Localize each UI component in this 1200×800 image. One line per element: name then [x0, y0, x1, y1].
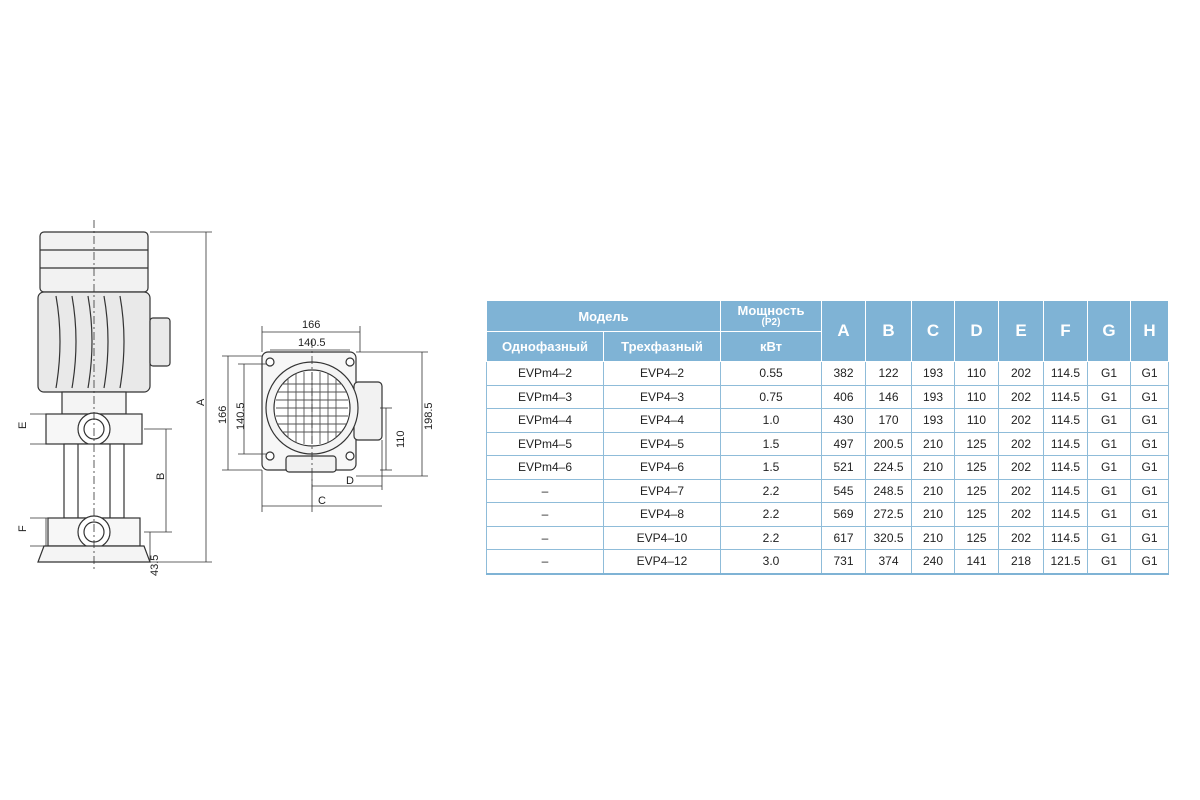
dim-d-cell: 110: [955, 409, 999, 433]
dim-a-cell: 617: [822, 526, 866, 550]
dim-e-cell: 202: [999, 409, 1044, 433]
dim-e-label: E: [17, 421, 29, 429]
dim-c-cell: 210: [912, 526, 955, 550]
dim-a-cell: 521: [822, 456, 866, 480]
three-phase-header: Трехфазный: [604, 332, 721, 362]
dim-e-cell: 202: [999, 456, 1044, 480]
dim-d-cell: 141: [955, 550, 999, 574]
power-kw-cell: 1.5: [721, 456, 822, 480]
dim-f-cell: 114.5: [1044, 432, 1088, 456]
dim-header-g: G: [1088, 301, 1131, 362]
dim-d-cell: 125: [955, 503, 999, 527]
dim-b-label: B: [155, 472, 167, 480]
dim-b-cell: 122: [866, 362, 912, 386]
model-header: Модель: [487, 301, 721, 332]
dim-198-label: 198.5: [423, 402, 435, 430]
dim-d-cell: 125: [955, 432, 999, 456]
dim-g-cell: G1: [1088, 503, 1131, 527]
spec-table-body: [487, 362, 1169, 574]
dim-c-cell: 240: [912, 550, 955, 574]
dim-f-cell: 114.5: [1044, 362, 1088, 386]
dim-g-cell: G1: [1088, 479, 1131, 503]
dim-b-cell: 374: [866, 550, 912, 574]
dim-h-cell: G1: [1131, 432, 1169, 456]
single-phase-model-cell: EVPm4–5: [487, 432, 604, 456]
dim-f-cell: 114.5: [1044, 385, 1088, 409]
dim-166-width-label: 166: [302, 319, 321, 331]
dim-e-cell: 202: [999, 385, 1044, 409]
power-kw-cell: 1.0: [721, 409, 822, 433]
power-header: [721, 301, 822, 332]
single-phase-model-cell: EVPm4–6: [487, 456, 604, 480]
single-phase-model-cell: –: [487, 526, 604, 550]
single-phase-model-cell: –: [487, 479, 604, 503]
three-phase-model-cell: EVP4–5: [604, 432, 721, 456]
dim-g-cell: G1: [1088, 550, 1131, 574]
dim-c-label: C: [318, 495, 326, 507]
dim-header-f: F: [1044, 301, 1088, 362]
table-row: [487, 550, 1169, 574]
dim-d-cell: 125: [955, 456, 999, 480]
dim-b-cell: 170: [866, 409, 912, 433]
single-phase-header: Однофазный: [487, 332, 604, 362]
pump-spec-table: [486, 300, 1169, 575]
table-row: [487, 479, 1169, 503]
dim-header-b: B: [866, 301, 912, 362]
dim-e-cell: 202: [999, 479, 1044, 503]
dim-h-cell: G1: [1131, 526, 1169, 550]
dim-h-cell: G1: [1131, 362, 1169, 386]
dim-header-c: C: [912, 301, 955, 362]
table-row: [487, 362, 1169, 386]
power-kw-cell: 1.5: [721, 432, 822, 456]
dim-h-cell: G1: [1131, 456, 1169, 480]
dim-header-h: H: [1131, 301, 1169, 362]
three-phase-model-cell: EVP4–3: [604, 385, 721, 409]
three-phase-model-cell: EVP4–8: [604, 503, 721, 527]
power-kw-cell: 2.2: [721, 503, 822, 527]
dim-header-e: E: [999, 301, 1044, 362]
dim-h-cell: G1: [1131, 409, 1169, 433]
dim-header-a: A: [822, 301, 866, 362]
table-row: [487, 385, 1169, 409]
table-row: [487, 432, 1169, 456]
power-kw-cell: 2.2: [721, 479, 822, 503]
dim-c-cell: 210: [912, 432, 955, 456]
three-phase-model-cell: EVP4–6: [604, 456, 721, 480]
dim-b-cell: 200.5: [866, 432, 912, 456]
dim-e-cell: 202: [999, 362, 1044, 386]
single-phase-model-cell: EVPm4–2: [487, 362, 604, 386]
single-phase-model-cell: EVPm4–3: [487, 385, 604, 409]
table-row: [487, 456, 1169, 480]
dim-h-cell: G1: [1131, 385, 1169, 409]
dim-e-cell: 218: [999, 550, 1044, 574]
dim-g-cell: G1: [1088, 362, 1131, 386]
dim-g-cell: G1: [1088, 526, 1131, 550]
dim-d-cell: 110: [955, 362, 999, 386]
dim-f-label: F: [17, 525, 29, 532]
three-phase-model-cell: EVP4–7: [604, 479, 721, 503]
dim-f-cell: 114.5: [1044, 409, 1088, 433]
power-header-p2: (P2): [761, 317, 781, 328]
single-phase-model-cell: EVPm4–4: [487, 409, 604, 433]
dim-c-cell: 193: [912, 362, 955, 386]
power-unit-header: кВт: [721, 332, 822, 362]
dim-g-cell: G1: [1088, 456, 1131, 480]
dim-c-cell: 193: [912, 385, 955, 409]
dim-a-cell: 430: [822, 409, 866, 433]
pump-dimension-drawing: [0, 0, 470, 800]
dim-a-cell: 731: [822, 550, 866, 574]
dim-a-cell: 497: [822, 432, 866, 456]
dim-b-cell: 224.5: [866, 456, 912, 480]
power-kw-cell: 0.55: [721, 362, 822, 386]
dim-e-cell: 202: [999, 503, 1044, 527]
dim-d-label: D: [346, 475, 354, 487]
dim-a-cell: 406: [822, 385, 866, 409]
dim-d-cell: 125: [955, 526, 999, 550]
dim-c-cell: 193: [912, 409, 955, 433]
dim-c-cell: 210: [912, 503, 955, 527]
dim-e-cell: 202: [999, 526, 1044, 550]
dim-b-cell: 320.5: [866, 526, 912, 550]
dim-110-label: 110: [395, 430, 407, 448]
dim-d-cell: 125: [955, 479, 999, 503]
dim-a-label: A: [195, 398, 207, 406]
power-header-label: Мощность: [737, 303, 805, 318]
dim-h-cell: G1: [1131, 503, 1169, 527]
table-row: [487, 409, 1169, 433]
table-row: [487, 526, 1169, 550]
power-kw-cell: 0.75: [721, 385, 822, 409]
dim-g-cell: G1: [1088, 409, 1131, 433]
dim-f-cell: 114.5: [1044, 479, 1088, 503]
dim-d-cell: 110: [955, 385, 999, 409]
power-kw-cell: 2.2: [721, 526, 822, 550]
dim-base-label: 43.5: [149, 554, 161, 576]
dim-f-cell: 114.5: [1044, 503, 1088, 527]
dim-c-cell: 210: [912, 456, 955, 480]
three-phase-model-cell: EVP4–10: [604, 526, 721, 550]
dim-f-cell: 121.5: [1044, 550, 1088, 574]
dim-b-cell: 146: [866, 385, 912, 409]
power-kw-cell: 3.0: [721, 550, 822, 574]
dim-f-cell: 114.5: [1044, 456, 1088, 480]
single-phase-model-cell: –: [487, 503, 604, 527]
dim-g-cell: G1: [1088, 432, 1131, 456]
dim-a-cell: 569: [822, 503, 866, 527]
dim-a-cell: 545: [822, 479, 866, 503]
table-row: [487, 503, 1169, 527]
dim-h-cell: G1: [1131, 479, 1169, 503]
dim-166-height-label: 166: [217, 405, 229, 424]
pump-top-view: [262, 352, 382, 472]
three-phase-model-cell: EVP4–12: [604, 550, 721, 574]
pump-side-view: [38, 220, 170, 570]
three-phase-model-cell: EVP4–2: [604, 362, 721, 386]
dim-a-cell: 382: [822, 362, 866, 386]
dim-e-cell: 202: [999, 432, 1044, 456]
dim-header-d: D: [955, 301, 999, 362]
dim-140-height-label: 140.5: [235, 402, 247, 430]
dim-f-cell: 114.5: [1044, 526, 1088, 550]
dim-140-width-label: 140.5: [298, 337, 326, 349]
three-phase-model-cell: EVP4–4: [604, 409, 721, 433]
dim-h-cell: G1: [1131, 550, 1169, 574]
dim-b-cell: 248.5: [866, 479, 912, 503]
single-phase-model-cell: –: [487, 550, 604, 574]
dim-c-cell: 210: [912, 479, 955, 503]
dim-b-cell: 272.5: [866, 503, 912, 527]
dim-g-cell: G1: [1088, 385, 1131, 409]
